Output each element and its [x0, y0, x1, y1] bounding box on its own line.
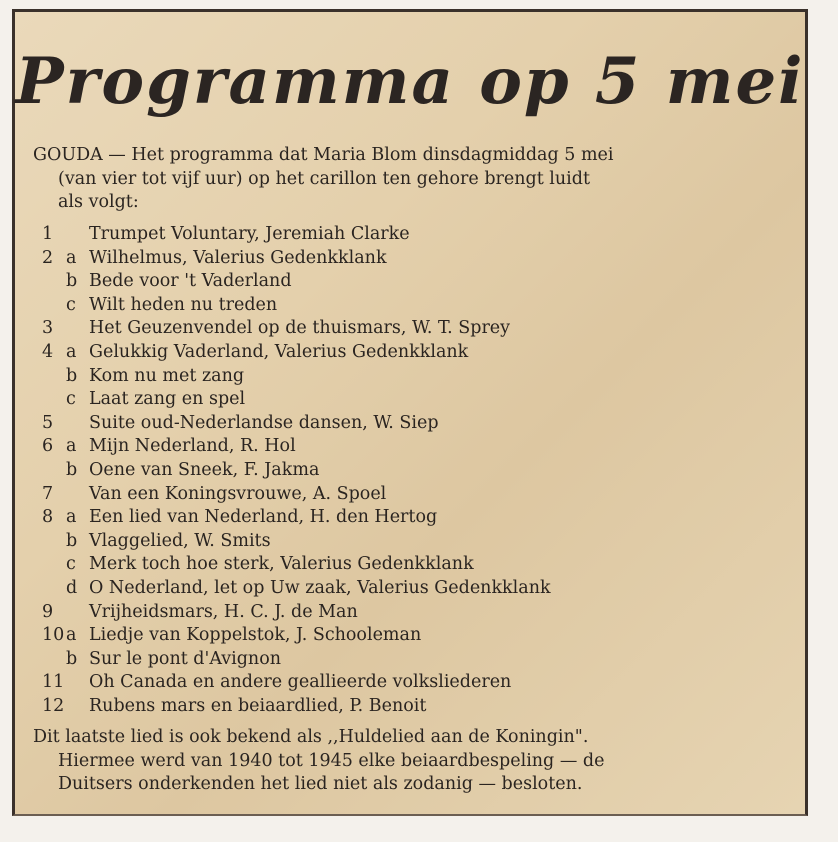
- program-item: [42, 695, 812, 719]
- program-item: [42, 459, 812, 483]
- item-text: Vlaggelied, W. Smits: [89, 530, 271, 551]
- item-sub-letter: b: [66, 271, 78, 292]
- item-text: Merk toch hoe sterk, Valerius Gedenkklank: [89, 554, 474, 575]
- item-number: 11: [42, 672, 65, 693]
- item-text: Liedje van Koppelstok, J. Schooleman: [89, 625, 422, 646]
- item-text: O Nederland, let op Uw zaak, Valerius Gedenkklank: [89, 577, 551, 598]
- intro-line: als volgt:: [58, 192, 139, 212]
- item-text: Wilt heden nu treden: [89, 294, 278, 315]
- item-sub-letter: d: [66, 577, 78, 598]
- item-number: 8: [42, 507, 54, 528]
- item-text: Rubens mars en beiaardlied, P. Benoit: [89, 695, 427, 716]
- program-item: [42, 365, 812, 389]
- program-item: [42, 412, 812, 436]
- item-number: 6: [42, 436, 54, 457]
- item-text: Wilhelmus, Valerius Gedenkklank: [89, 247, 387, 268]
- item-text: Bede voor 't Vaderland: [89, 271, 292, 292]
- program-item: [42, 506, 812, 530]
- item-text: Gelukkig Vaderland, Valerius Gedenkklank: [89, 341, 469, 362]
- item-text: Suite oud-Nederlandse dansen, W. Siep: [89, 412, 439, 433]
- item-text: Het Geuzenvendel op de thuismars, W. T. Sprey: [89, 318, 511, 339]
- program-item: [42, 270, 812, 294]
- item-sub-letter: b: [66, 365, 78, 386]
- footer-line: Dit laatste lied is ook bekend als ,,Huldelied aan de Koningin".: [33, 727, 589, 747]
- item-number: 7: [42, 483, 54, 504]
- item-sub-letter: c: [66, 389, 76, 410]
- item-sub-letter: a: [66, 507, 77, 528]
- program-item: [42, 483, 812, 507]
- item-number: 1: [42, 224, 54, 244]
- item-text: Mijn Nederland, R. Hol: [89, 436, 296, 457]
- program-item: [42, 577, 812, 601]
- program-item: [42, 601, 812, 625]
- program-item: [42, 223, 812, 247]
- item-sub-letter: b: [66, 648, 78, 669]
- item-text: Kom nu met zang: [89, 365, 245, 386]
- item-text: Oh Canada en andere geallieerde volksliederen: [89, 672, 512, 693]
- intro-paragraph: [33, 144, 803, 215]
- item-number: 10: [42, 625, 65, 646]
- item-text: Sur le pont d'Avignon: [89, 648, 282, 669]
- item-number: 9: [42, 601, 54, 622]
- headline: Programma op 5 mei: [15, 44, 805, 119]
- program-item: [42, 247, 812, 271]
- footer-line: Hiermee werd van 1940 tot 1945 elke beiaardbespeling — de: [58, 750, 605, 771]
- item-text: Vrijheidsmars, H. C. J. de Man: [89, 601, 358, 622]
- item-sub-letter: b: [66, 530, 78, 551]
- program-list: [42, 223, 812, 718]
- item-sub-letter: a: [66, 247, 77, 268]
- item-sub-letter: a: [66, 341, 77, 362]
- item-sub-letter: a: [66, 436, 77, 457]
- item-number: 2: [42, 247, 54, 268]
- program-item: [42, 341, 812, 365]
- item-number: 12: [42, 695, 65, 716]
- footer-line: Duitsers onderkenden het lied niet als zodanig — besloten.: [58, 774, 583, 794]
- item-number: 5: [42, 412, 54, 433]
- footer-paragraph: [33, 726, 808, 797]
- intro-line: GOUDA — Het programma dat Maria Blom dinsdagmiddag 5 mei: [33, 145, 614, 165]
- item-number: 3: [42, 318, 54, 339]
- program-item: [42, 388, 812, 412]
- item-text: Laat zang en spel: [89, 389, 246, 410]
- program-item: [42, 624, 812, 648]
- program-item: [42, 553, 812, 577]
- item-number: 4: [42, 341, 54, 362]
- item-sub-letter: c: [66, 554, 76, 575]
- program-item: [42, 294, 812, 318]
- item-sub-letter: a: [66, 625, 77, 646]
- item-text: Een lied van Nederland, H. den Hertog: [89, 507, 438, 528]
- item-text: Van een Koningsvrouwe, A. Spoel: [89, 483, 387, 504]
- newspaper-clipping: [12, 9, 808, 816]
- item-sub-letter: c: [66, 294, 76, 315]
- item-sub-letter: b: [66, 459, 78, 480]
- program-item: [42, 648, 812, 672]
- item-text: Oene van Sneek, F. Jakma: [89, 459, 320, 480]
- program-item: [42, 671, 812, 695]
- program-item: [42, 317, 812, 341]
- program-item: [42, 530, 812, 554]
- item-text: Trumpet Voluntary, Jeremiah Clarke: [89, 224, 410, 244]
- program-item: [42, 435, 812, 459]
- intro-line: (van vier tot vijf uur) op het carillon ten gehore brengt luidt: [58, 168, 591, 189]
